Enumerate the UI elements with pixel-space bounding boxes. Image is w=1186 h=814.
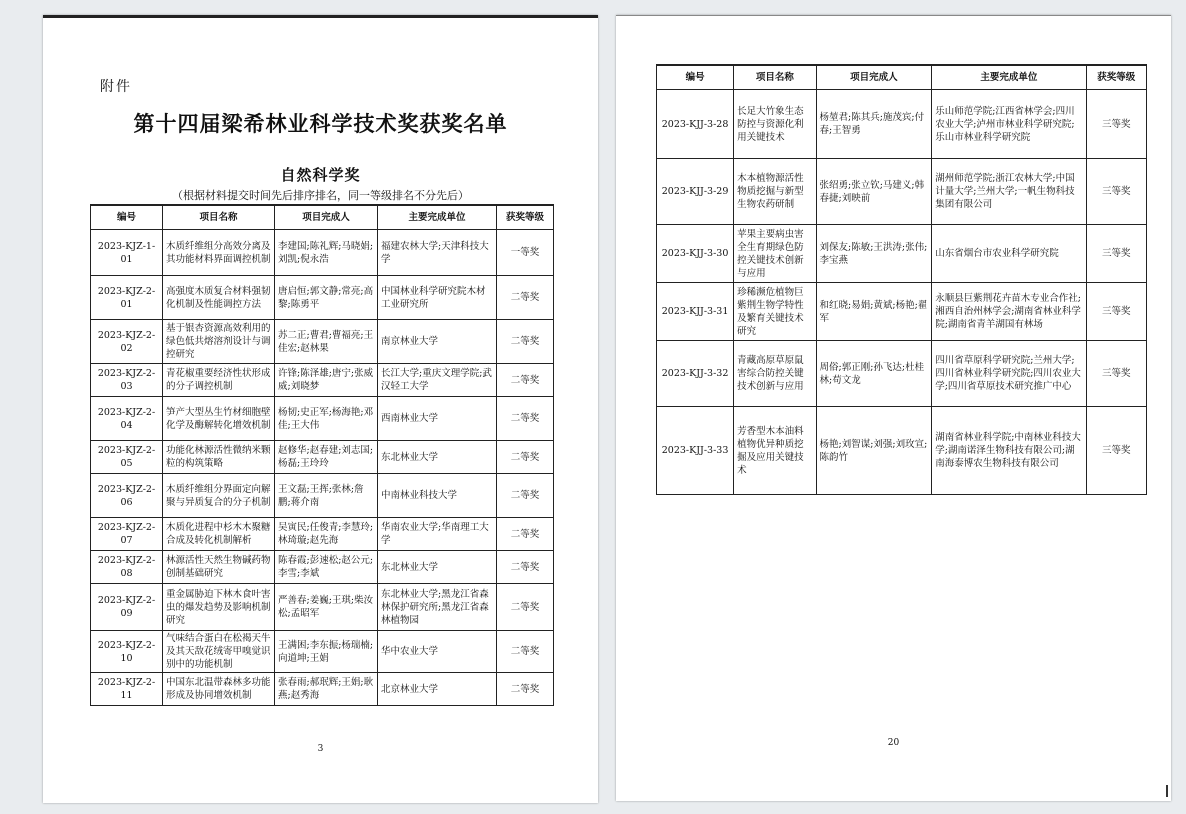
section-title: 自然科学奖	[280, 166, 361, 184]
header-project-name: 项目名称	[734, 65, 816, 90]
cell-units: 中国林业科学研究院木材工业研究所	[378, 276, 497, 320]
cell-project-name: 木质纤维组分高效分离及其功能材料界面调控机制	[163, 230, 275, 276]
cell-project-name: 重金属胁迫下林木食叶害虫的爆发趋势及影响机制研究	[163, 584, 275, 631]
header-completers: 项目完成人	[816, 65, 932, 90]
cell-award-level: 二等奖	[497, 441, 554, 474]
header-units: 主要完成单位	[932, 65, 1086, 90]
cell-project-name: 气味结合蛋白在松褐天牛及其天敌花绒寄甲嗅觉识别中的功能机制	[163, 631, 275, 673]
cell-id: 2023-KJZ-2-05	[91, 441, 163, 474]
award-table-third-prize	[656, 64, 1147, 495]
cell-project-name: 笋产大型丛生竹材细胞壁化学及酶解转化增效机制	[163, 397, 275, 441]
table-row	[91, 518, 554, 551]
cell-award-level: 三等奖	[1086, 159, 1146, 225]
cell-completers: 陈春霞;彭速松;赵公元;李雪;李斌	[275, 551, 378, 584]
cell-completers: 许锋;陈泽雄;唐宁;张威威;刘晓梦	[275, 364, 378, 397]
cell-award-level: 二等奖	[497, 673, 554, 706]
header-completers: 项目完成人	[275, 205, 378, 230]
table-row	[657, 159, 1147, 225]
cell-units: 东北林业大学	[378, 551, 497, 584]
cell-project-name: 青藏高原草原鼠害综合防控关键技术创新与应用	[734, 341, 816, 407]
cell-completers: 赵修华;赵春建;刘志国;杨磊;王玲玲	[275, 441, 378, 474]
cell-project-name: 基于银杏资源高效利用的绿色低共熔溶剂设计与调控研究	[163, 320, 275, 364]
cell-award-level: 二等奖	[497, 474, 554, 518]
header-units: 主要完成单位	[378, 205, 497, 230]
cell-award-level: 一等奖	[497, 230, 554, 276]
cell-award-level: 二等奖	[497, 364, 554, 397]
cell-id: 2023-KJZ-2-07	[91, 518, 163, 551]
table-row	[657, 341, 1147, 407]
header-id: 编号	[91, 205, 163, 230]
cell-project-name: 高强度木质复合材料强韧化机制及性能调控方法	[163, 276, 275, 320]
cell-units: 南京林业大学	[378, 320, 497, 364]
cell-units: 乐山师范学院;江西省林学会;四川农业大学;泸州市林业科学研究院;乐山市林业科学研究院	[932, 90, 1086, 159]
cell-project-name: 芳香型木本油料植物优异种质挖掘及应用关键技术	[734, 407, 816, 495]
cell-award-level: 三等奖	[1086, 283, 1146, 341]
attachment-label: 附件	[100, 79, 132, 95]
cell-award-level: 二等奖	[497, 551, 554, 584]
cell-id: 2023-KJJ-3-30	[657, 225, 734, 283]
cell-completers: 杨艳;刘智谋;刘强;刘玫宣;陈韵竹	[816, 407, 932, 495]
cell-project-name: 木质纤维组分界面定向解聚与异质复合的分子机制	[163, 474, 275, 518]
cell-award-level: 二等奖	[497, 276, 554, 320]
header-award-level: 获奖等级	[497, 205, 554, 230]
table-row	[657, 90, 1147, 159]
header-id: 编号	[657, 65, 734, 90]
document-page-right	[616, 15, 1171, 801]
document-page-left	[43, 15, 598, 803]
cell-project-name: 珍稀濒危植物巨紫荆生物学特性及繁育关键技术研究	[734, 283, 816, 341]
cell-units: 四川省草原科学研究院;兰州大学;四川省林业科学研究院;四川农业大学;四川省草原技术研究推广中心	[932, 341, 1086, 407]
table-header-row	[657, 65, 1147, 90]
table-header-row	[91, 205, 554, 230]
cell-project-name: 中国东北温带森林多功能形成及协同增效机制	[163, 673, 275, 706]
cell-project-name: 青花椒重要经济性状形成的分子调控机制	[163, 364, 275, 397]
table-row	[657, 407, 1147, 495]
table-row	[91, 673, 554, 706]
cell-award-level: 三等奖	[1086, 341, 1146, 407]
cell-units: 华中农业大学	[378, 631, 497, 673]
cell-units: 中南林业科技大学	[378, 474, 497, 518]
table-row	[91, 441, 554, 474]
sorting-note: （根据材料提交时间先后排序排名，同一等级排名不分先后）	[172, 189, 469, 202]
table-row	[91, 551, 554, 584]
cell-award-level: 二等奖	[497, 518, 554, 551]
cell-id: 2023-KJZ-2-11	[91, 673, 163, 706]
page-number: 3	[317, 744, 324, 754]
cell-project-name: 功能化林源活性微纳米颗粒的构筑策略	[163, 441, 275, 474]
cell-project-name: 木质化进程中杉木木聚糖合成及转化机制解析	[163, 518, 275, 551]
table-row	[91, 320, 554, 364]
cell-completers: 张绍勇;张立钦;马建义;韩春捷;刘映前	[816, 159, 932, 225]
table-row	[657, 283, 1147, 341]
cell-units: 长江大学;重庆文理学院;武汉轻工大学	[378, 364, 497, 397]
cell-units: 东北林业大学	[378, 441, 497, 474]
table-row	[657, 225, 1147, 283]
cell-id: 2023-KJJ-3-31	[657, 283, 734, 341]
cell-completers: 杨韧;史正军;杨海艳;邓佳;王大伟	[275, 397, 378, 441]
cell-award-level: 二等奖	[497, 584, 554, 631]
cell-completers: 严善春;姜巍;王琪;柴汝松;孟昭军	[275, 584, 378, 631]
cell-award-level: 二等奖	[497, 631, 554, 673]
cell-completers: 唐启恒;郭文静;常亮;高黎;陈勇平	[275, 276, 378, 320]
cell-award-level: 三等奖	[1086, 407, 1146, 495]
page-title: 第十四届梁希林业科学技术奖获奖名单	[133, 111, 508, 136]
cell-units: 永顺县巨紫荆花卉苗木专业合作社;湘西自治州林学会;湖南省林业科学院;湖南省青羊湖国有林场	[932, 283, 1086, 341]
cell-id: 2023-KJJ-3-28	[657, 90, 734, 159]
cell-completers: 苏二正;曹君;曹福亮;王佳宏;赵林果	[275, 320, 378, 364]
cell-id: 2023-KJZ-2-04	[91, 397, 163, 441]
cell-project-name: 木本植物源活性物质挖掘与新型生物农药研制	[734, 159, 816, 225]
header-award-level: 获奖等级	[1086, 65, 1146, 90]
cell-units: 北京林业大学	[378, 673, 497, 706]
cell-id: 2023-KJJ-3-33	[657, 407, 734, 495]
cell-id: 2023-KJZ-1-01	[91, 230, 163, 276]
cell-completers: 吴寅民;任俊青;李慧玲;林琦璇;赵先海	[275, 518, 378, 551]
cell-units: 福建农林大学;天津科技大学	[378, 230, 497, 276]
cell-units: 湖州师范学院;浙江农林大学;中国计量大学;兰州大学;一帆生物科技集团有限公司	[932, 159, 1086, 225]
cell-id: 2023-KJZ-2-10	[91, 631, 163, 673]
cell-completers: 王满困;李东振;杨瑞楠;向道坤;王娟	[275, 631, 378, 673]
cell-completers: 和红晓;易娟;黄斌;杨艳;翟军	[816, 283, 932, 341]
cell-project-name: 林源活性天然生物碱药物创制基础研究	[163, 551, 275, 584]
table-row	[91, 230, 554, 276]
cell-id: 2023-KJZ-2-06	[91, 474, 163, 518]
cell-id: 2023-KJZ-2-03	[91, 364, 163, 397]
cell-id: 2023-KJZ-2-09	[91, 584, 163, 631]
table-row	[91, 364, 554, 397]
cell-id: 2023-KJJ-3-29	[657, 159, 734, 225]
cell-project-name: 长足大竹象生态防控与资源化利用关键技术	[734, 90, 816, 159]
cell-award-level: 二等奖	[497, 397, 554, 441]
table-row	[91, 631, 554, 673]
cell-award-level: 二等奖	[497, 320, 554, 364]
award-table-natural-science	[90, 204, 554, 706]
cell-project-name: 苹果主要病虫害全生育期绿色防控关键技术创新与应用	[734, 225, 816, 283]
cell-units: 西南林业大学	[378, 397, 497, 441]
table-body	[657, 90, 1147, 495]
cell-completers: 杨堃君;陈其兵;施茂宾;付春;王智勇	[816, 90, 932, 159]
cell-units: 东北林业大学;黑龙江省森林保护研究所;黑龙江省森林植物园	[378, 584, 497, 631]
table-row	[91, 397, 554, 441]
cell-units: 湖南省林业科学院;中南林业科技大学;湖南诺泽生物科技有限公司;湖南海泰博农生物科技有限公司	[932, 407, 1086, 495]
cell-completers: 李建国;陈礼辉;马晓娟;刘凯;倪永浩	[275, 230, 378, 276]
cell-units: 山东省烟台市农业科学研究院	[932, 225, 1086, 283]
page-number: 20	[887, 738, 900, 748]
cell-id: 2023-KJZ-2-08	[91, 551, 163, 584]
cell-id: 2023-KJZ-2-01	[91, 276, 163, 320]
cell-completers: 周俗;郭正刚;孙飞达;杜桂林;苟文龙	[816, 341, 932, 407]
table-row	[91, 276, 554, 320]
cell-units: 华南农业大学;华南理工大学	[378, 518, 497, 551]
cell-completers: 王文磊;王挥;张林;詹鹏;蒋介南	[275, 474, 378, 518]
table-row	[91, 584, 554, 631]
table-body	[91, 230, 554, 706]
cell-id: 2023-KJZ-2-02	[91, 320, 163, 364]
cell-award-level: 三等奖	[1086, 90, 1146, 159]
cell-completers: 刘保友;陈敏;王洪涛;张伟;李宝燕	[816, 225, 932, 283]
scan-edge-mark	[1166, 785, 1168, 797]
header-project-name: 项目名称	[163, 205, 275, 230]
table-row	[91, 474, 554, 518]
cell-award-level: 三等奖	[1086, 225, 1146, 283]
cell-completers: 张春雨;郝珉辉;王娟;耿燕;赵秀海	[275, 673, 378, 706]
cell-id: 2023-KJJ-3-32	[657, 341, 734, 407]
